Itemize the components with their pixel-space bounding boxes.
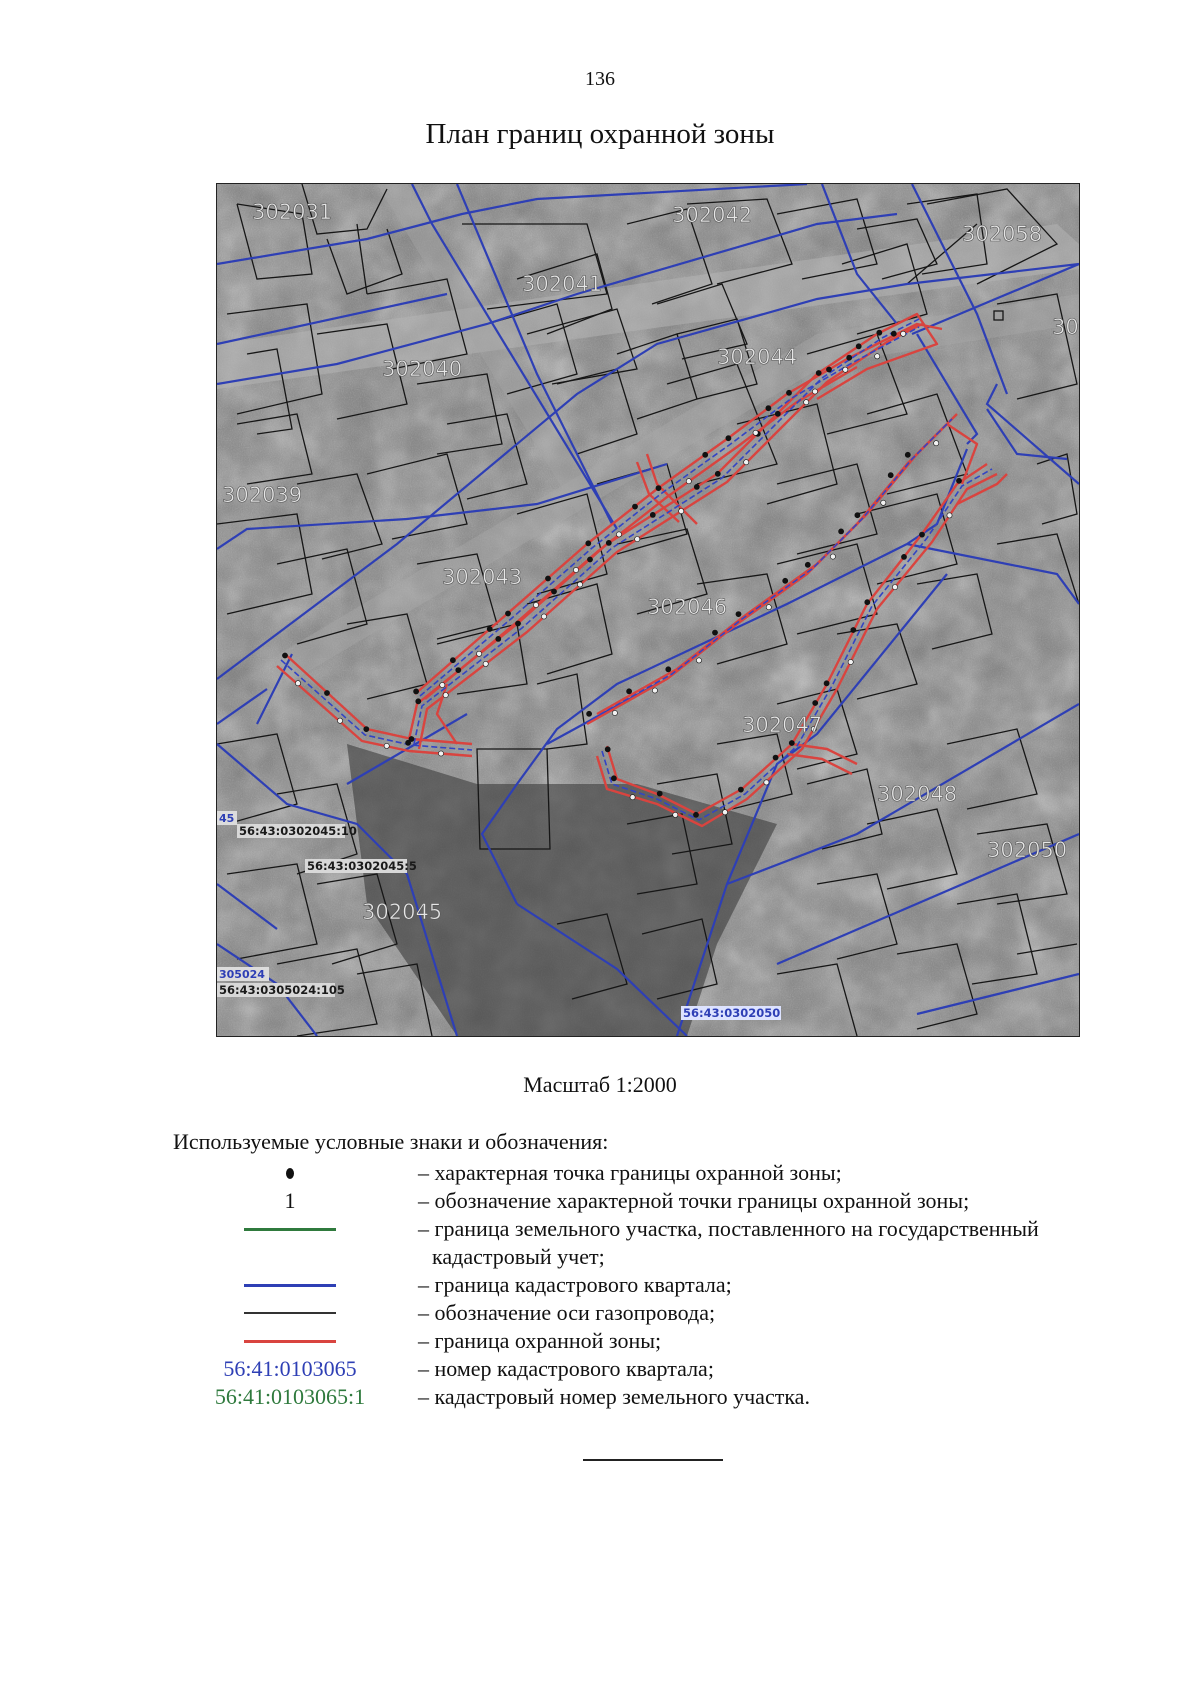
legend-row-zone-boundary <box>0 1327 1200 1355</box>
characteristic-point <box>650 512 655 517</box>
characteristic-point <box>766 406 771 411</box>
characteristic-point <box>364 727 369 732</box>
map-frame[interactable] <box>216 183 1080 1037</box>
parcel-label: 56:43:0302045:10 <box>239 824 357 838</box>
legend-text: – характерная точка границы охранной зоны; <box>418 1160 842 1185</box>
characteristic-point <box>766 605 771 610</box>
closing-rule <box>583 1459 723 1461</box>
characteristic-point <box>606 540 611 545</box>
characteristic-point <box>630 795 635 800</box>
characteristic-point <box>656 486 661 491</box>
quarter-label: 302044 <box>717 345 798 369</box>
characteristic-point <box>843 367 848 372</box>
characteristic-point <box>736 612 741 617</box>
quarter-label: 302048 <box>877 782 958 806</box>
characteristic-point <box>703 452 708 457</box>
quarter-label: 302031 <box>252 200 333 224</box>
legend-row-gas-axis <box>0 1299 1200 1327</box>
characteristic-point <box>416 699 421 704</box>
characteristic-point <box>826 367 831 372</box>
characteristic-point <box>505 611 510 616</box>
characteristic-point <box>541 614 546 619</box>
characteristic-point <box>450 658 455 663</box>
green-line-icon <box>244 1228 336 1231</box>
characteristic-point <box>839 529 844 534</box>
characteristic-point <box>715 471 720 476</box>
quarter-label: 302040 <box>382 357 463 381</box>
legend-text: – граница охранной зоны; <box>418 1328 662 1353</box>
characteristic-point <box>414 689 419 694</box>
quarter-label: 302047 <box>742 713 823 737</box>
characteristic-point <box>666 667 671 672</box>
characteristic-point <box>693 812 698 817</box>
black-line-icon <box>244 1312 336 1314</box>
legend-row-parcel-number <box>0 1383 1200 1411</box>
characteristic-point <box>438 751 443 756</box>
characteristic-point <box>587 711 592 716</box>
characteristic-point <box>877 330 882 335</box>
legend-symbol <box>200 1271 380 1299</box>
characteristic-point <box>652 688 657 693</box>
characteristic-point <box>673 812 678 817</box>
characteristic-point <box>443 693 448 698</box>
characteristic-point <box>888 473 893 478</box>
characteristic-point <box>627 689 632 694</box>
characteristic-point <box>855 513 860 518</box>
characteristic-point <box>901 331 906 336</box>
quarter-label: 302041 <box>522 272 603 296</box>
characteristic-point <box>892 585 897 590</box>
quarter-label: 302039 <box>222 483 303 507</box>
legend-symbol-text: 56:41:0103065 <box>223 1356 357 1381</box>
legend-title: Используемые условные знаки и обозначения: <box>173 1129 609 1154</box>
characteristic-point <box>816 370 821 375</box>
legend-text: кадастровый учет; <box>432 1244 605 1269</box>
characteristic-point <box>753 430 758 435</box>
characteristic-point <box>635 537 640 542</box>
characteristic-point <box>515 621 520 626</box>
characteristic-point <box>905 452 910 457</box>
characteristic-point <box>587 557 592 562</box>
legend-row-point <box>0 1159 1200 1187</box>
quarter-tag: 305024 <box>219 968 265 981</box>
characteristic-point <box>679 509 684 514</box>
characteristic-point <box>804 400 809 405</box>
parcel-label: 56:43:0305024:105 <box>219 983 345 997</box>
characteristic-point <box>856 344 861 349</box>
parcel-label: 56:43:0302050 <box>683 1006 781 1020</box>
legend-symbol <box>200 1159 380 1187</box>
characteristic-point <box>934 441 939 446</box>
legend-symbol <box>200 1327 380 1355</box>
legend-symbol-text: 1 <box>284 1188 296 1213</box>
legend-row-quarter-boundary <box>0 1271 1200 1299</box>
legend-text: – граница кадастрового квартала; <box>418 1272 732 1297</box>
characteristic-point <box>738 787 743 792</box>
characteristic-point <box>605 747 610 752</box>
blue-line-icon <box>244 1284 336 1287</box>
legend-text: – обозначение характерной точки границы охранной зоны; <box>418 1188 970 1213</box>
page-title: План границ охранной зоны <box>425 118 775 150</box>
characteristic-point <box>551 589 556 594</box>
characteristic-point <box>919 532 924 537</box>
characteristic-point <box>813 700 818 705</box>
legend-row-quarter-number <box>0 1355 1200 1383</box>
characteristic-point <box>440 682 445 687</box>
characteristic-point <box>789 740 794 745</box>
characteristic-point <box>947 513 952 518</box>
characteristic-point <box>773 755 778 760</box>
parcel-label: 56:43:0302045:5 <box>307 859 417 873</box>
characteristic-point <box>875 354 880 359</box>
characteristic-point <box>586 541 591 546</box>
legend-symbol <box>200 1215 380 1243</box>
characteristic-point <box>783 578 788 583</box>
characteristic-point <box>632 504 637 509</box>
characteristic-point <box>545 576 550 581</box>
quarter-label: 302043 <box>442 565 523 589</box>
legend-text: – кадастровый номер земельного участка. <box>418 1384 810 1409</box>
characteristic-point <box>533 602 538 607</box>
characteristic-point <box>612 710 617 715</box>
characteristic-point <box>337 718 342 723</box>
characteristic-point <box>764 780 769 785</box>
characteristic-point <box>956 478 961 483</box>
characteristic-point <box>847 355 852 360</box>
characteristic-point <box>456 668 461 673</box>
characteristic-point <box>722 810 727 815</box>
legend-symbol-text: 56:41:0103065:1 <box>214 1384 366 1409</box>
legend-row-point-number <box>0 1187 1200 1215</box>
page-number: 136 <box>585 68 615 90</box>
characteristic-point <box>775 411 780 416</box>
quarter-label: 302042 <box>672 203 753 227</box>
characteristic-point <box>477 651 482 656</box>
characteristic-point <box>848 659 853 664</box>
quarter-label: 30 <box>1052 315 1079 339</box>
quarter-label: 302045 <box>362 900 443 924</box>
characteristic-point <box>295 681 300 686</box>
characteristic-point <box>282 653 287 658</box>
map-scale: Масштаб 1:2000 <box>523 1072 677 1097</box>
characteristic-point <box>384 743 389 748</box>
characteristic-point <box>812 389 817 394</box>
legend-text: – граница земельного участка, поставленного на государственный <box>418 1216 1039 1241</box>
characteristic-point <box>573 567 578 572</box>
characteristic-point <box>657 791 662 796</box>
characteristic-point <box>881 500 886 505</box>
characteristic-point <box>694 484 699 489</box>
characteristic-point <box>830 554 835 559</box>
characteristic-point <box>406 740 411 745</box>
characteristic-point <box>712 630 717 635</box>
characteristic-point <box>901 554 906 559</box>
characteristic-point <box>865 600 870 605</box>
characteristic-point <box>805 562 810 567</box>
characteristic-point <box>824 681 829 686</box>
characteristic-point <box>696 658 701 663</box>
characteristic-point <box>726 436 731 441</box>
characteristic-point <box>891 331 896 336</box>
legend-symbol <box>200 1299 380 1327</box>
characteristic-point <box>744 460 749 465</box>
quarter-label: 302050 <box>987 838 1068 862</box>
characteristic-point <box>686 479 691 484</box>
cadastral-map[interactable] <box>217 184 1079 1036</box>
quarter-label: 302058 <box>962 222 1043 246</box>
characteristic-point <box>611 776 616 781</box>
legend-text: – номер кадастрового квартала; <box>418 1356 714 1381</box>
legend-text: – обозначение оси газопровода; <box>418 1300 716 1325</box>
point-icon <box>286 1168 294 1179</box>
characteristic-point <box>496 636 501 641</box>
characteristic-point <box>487 626 492 631</box>
legend-row-parcel-boundary-cont <box>0 1243 1200 1271</box>
characteristic-point <box>851 627 856 632</box>
characteristic-point <box>577 582 582 587</box>
characteristic-point <box>616 532 621 537</box>
characteristic-point <box>786 390 791 395</box>
legend-row-parcel-boundary <box>0 1215 1200 1243</box>
red-line-icon <box>244 1340 336 1343</box>
quarter-label: 302046 <box>647 595 728 619</box>
characteristic-point <box>483 661 488 666</box>
quarter-tag: 45 <box>219 812 235 825</box>
characteristic-point <box>324 690 329 695</box>
